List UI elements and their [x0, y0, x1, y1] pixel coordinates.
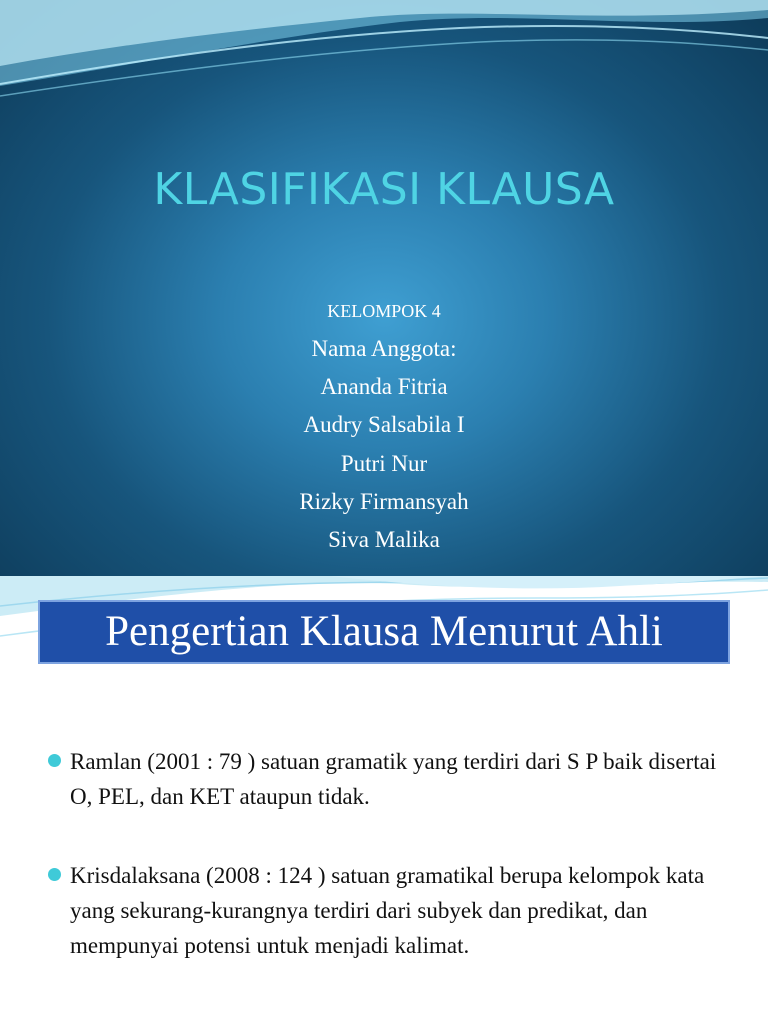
group-label: KELOMPOK 4	[327, 301, 441, 321]
member-name: Siva Malika	[328, 527, 440, 553]
bullet-dot-icon	[48, 868, 61, 881]
member-name: Putri Nur	[340, 450, 428, 476]
member-name: Rizky Firmansyah	[299, 488, 469, 514]
bullet-dot-icon	[48, 754, 61, 767]
members-heading: Nama Anggota:	[311, 336, 457, 361]
section-title: Pengertian Klausa Menurut Ahli	[38, 600, 730, 664]
member-list	[0, 296, 768, 559]
content-slide	[0, 576, 768, 1024]
bullet-text: Ramlan (2001 : 79 ) satuan gramatik yang terdiri dari S P baik disertai O, PEL, dan KET ataupun tidak.	[70, 749, 717, 809]
bullet-list	[46, 744, 736, 1007]
member-name: Audry Salsabila I	[303, 412, 465, 438]
wave-decoration	[0, 0, 768, 110]
bullet-text: Krisdalaksana (2008 : 124 ) satuan gramatikal berupa kelompok kata yang sekurang-kurangnya terdiri dari subyek dan predikat, dan mempunyai potensi untuk menjadi kalimat.	[70, 863, 705, 958]
bullet-item	[46, 744, 736, 814]
bullet-item	[46, 858, 736, 963]
member-name: Ananda Fitria	[320, 374, 448, 400]
presentation-title: KLASIFIKASI KLAUSA	[153, 164, 615, 215]
